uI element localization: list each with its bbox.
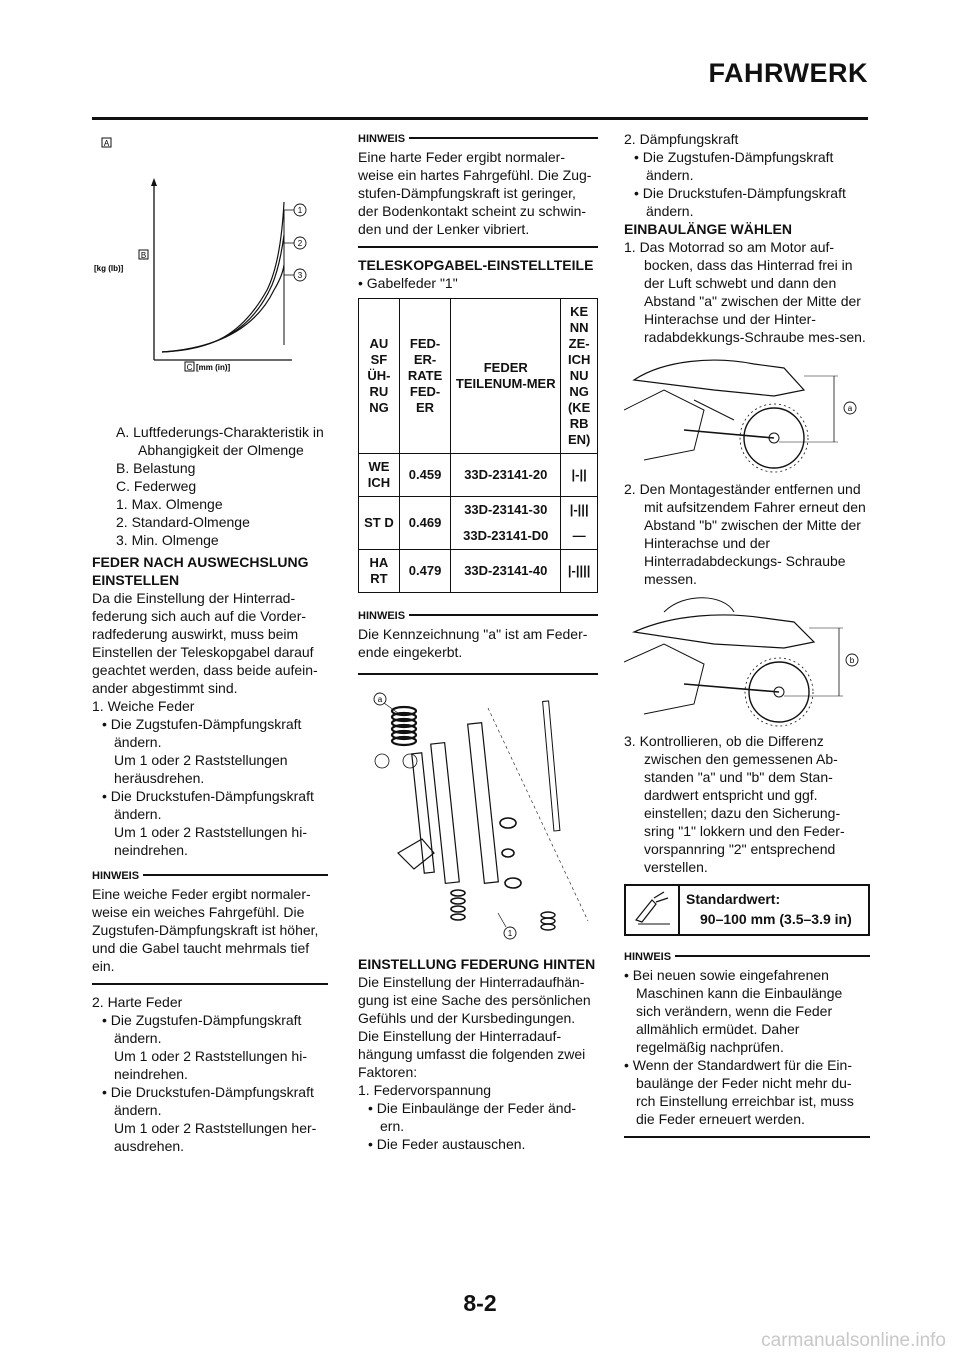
table-cell: 33D-23141-D0 bbox=[451, 523, 561, 550]
note-rule bbox=[624, 1136, 870, 1138]
graph-label-c: C bbox=[186, 363, 193, 372]
table-cell: WE ICH bbox=[359, 454, 400, 497]
bullet-item: • Die Druckstufen-Dämpfungskraft ändern. bbox=[102, 788, 314, 822]
graph-x-unit: [mm (in)] bbox=[196, 363, 231, 372]
motorcycle-figure-a bbox=[624, 350, 870, 480]
bullet-sub: Um 1 oder 2 Raststellungen heräusdrehen. bbox=[114, 752, 288, 786]
table-cell: |-|||| bbox=[561, 550, 598, 593]
graph-label-b: B bbox=[140, 251, 147, 260]
motorcycle-b-svg bbox=[624, 592, 864, 732]
table-row bbox=[359, 497, 598, 524]
fork-exploded-svg bbox=[358, 683, 598, 945]
bullet-sub: Um 1 oder 2 Raststellungen hi-neindrehen. bbox=[114, 1048, 307, 1082]
bullet-item: • Die Druckstufen-Dämpfungskraft ändern. bbox=[634, 185, 846, 219]
graph-label-a: A bbox=[103, 139, 110, 148]
bullet-item: • Die Feder austauschen. bbox=[368, 1136, 526, 1152]
table-cell: — bbox=[561, 523, 598, 550]
intro-paragraph: Da die Einstellung der Hinterrad-federung sich auch auf die Vorder-radfederung auswirkt, muss beim Einstellen der Teleskopgabel darauf geachtet werden, dass beide aufein-ander abgestimmt sind. bbox=[92, 590, 318, 696]
bullet-sub: Um 1 oder 2 Raststellungen her-ausdrehen. bbox=[114, 1120, 317, 1154]
note-label: HINWEIS bbox=[624, 948, 870, 966]
bullet-item: • Die Zugstufen-Dämpfungskraft ändern. bbox=[102, 1012, 302, 1046]
table-row bbox=[359, 550, 598, 593]
bullet-item: • Wenn der Standardwert für die Ein-baulänge der Feder nicht mehr du-rch Einstellung erreichbar ist, muss die Feder erneuert werden. bbox=[624, 1057, 854, 1127]
curve-label-3: 3 bbox=[297, 271, 303, 280]
table-header: AU SF ÜH-RU NG bbox=[359, 299, 400, 454]
fig-label-1: 1 bbox=[507, 929, 513, 938]
bullet-item: • Die Einbaulänge der Feder änd-ern. bbox=[368, 1100, 577, 1134]
legend-item: 1. Max. Olmenge bbox=[116, 496, 223, 512]
note-box bbox=[358, 130, 598, 248]
page-title: FAHRWERK bbox=[708, 58, 868, 88]
table-header-row bbox=[359, 299, 598, 454]
section-heading: TELESKOPGABEL-EINSTELLTEILE bbox=[358, 257, 594, 273]
note-box bbox=[624, 948, 870, 1138]
air-spring-graph-svg bbox=[92, 130, 328, 375]
legend-item: 2. Standard-Olmenge bbox=[116, 514, 250, 530]
table-cell: |-||| bbox=[561, 497, 598, 524]
note-label: HINWEIS bbox=[92, 867, 328, 885]
note-rule bbox=[358, 246, 598, 248]
intro-paragraph: Die Einstellung der Hinterradaufhän-gung ist eine Sache des persönlichen Gefühls und der Kursbedingungen. Die Einstellung der Hinterradauf-hängung umfasst die folgenden zwei Faktoren: bbox=[358, 974, 591, 1080]
standard-value-text bbox=[680, 886, 858, 934]
table-cell: ST D bbox=[359, 497, 400, 550]
table-cell: |-|| bbox=[561, 454, 598, 497]
section-heading: FEDER NACH AUSWECHSLUNG EINSTELLEN bbox=[92, 554, 309, 588]
note-rule bbox=[358, 673, 598, 675]
standard-value-box bbox=[624, 884, 870, 936]
legend-item: A. Luftfederungs-Charakteristik in Abhangigkeit der Olmenge bbox=[116, 424, 324, 458]
air-spring-graph bbox=[92, 130, 328, 375]
watermark: carmanualsonline.info bbox=[761, 1330, 946, 1351]
note-box bbox=[92, 867, 328, 985]
note-text: Eine weiche Feder ergibt normaler-weise ein weiches Fahrgefühl. Die Zugstufen-Dämpfungskraft ist höher, und die Gabel taucht mehrmals tief ein. bbox=[92, 886, 319, 974]
list-item: 2. Dämpfungskraft bbox=[624, 131, 739, 147]
table-row bbox=[359, 454, 598, 497]
motorcycle-a-svg bbox=[624, 350, 864, 480]
fig-label-a: a bbox=[377, 695, 383, 704]
note-text: Die Kennzeichnung "a" ist am Feder-ende eingekerbt. bbox=[358, 626, 588, 660]
fork-exploded-figure bbox=[358, 683, 598, 945]
page-number: 8-2 bbox=[463, 1290, 497, 1316]
curve-label-2: 2 bbox=[297, 239, 303, 248]
legend-item: 3. Min. Olmenge bbox=[116, 532, 219, 548]
graph-y-unit: [kg (lb)] bbox=[94, 264, 124, 273]
step-item: 3. Kontrollieren, ob die Differenz zwischen den gemessenen Ab-standen "a" und "b" dem Stan-dardwert entspricht und ggf. einstellen; dazu den Sicherung-sring "1" lokkern und den Feder-vorspannring "2" entsprechend verstellen. bbox=[624, 733, 845, 875]
list-item: 1. Weiche Feder bbox=[92, 698, 195, 714]
table-header: KE NN ZE-ICH NU NG (KE RB EN) bbox=[561, 299, 598, 454]
table-cell: 33D-23141-20 bbox=[451, 454, 561, 497]
step-item: 1. Das Motorrad so am Motor auf-bocken, dass das Hinterrad frei in der Luft schwebt und dann den Abstand "a" zwischen der Mitte der Hinterachse und der Hinter-radabdekkungs-Schraube mes-sen. bbox=[624, 239, 866, 345]
bullet-item: • Gabelfeder "1" bbox=[358, 275, 458, 291]
table-cell: 0.469 bbox=[399, 497, 450, 550]
caliper-icon bbox=[626, 886, 680, 934]
table-cell: 0.479 bbox=[399, 550, 450, 593]
bullet-sub: Um 1 oder 2 Raststellungen hi-neindrehen. bbox=[114, 824, 307, 858]
column-middle bbox=[358, 130, 598, 1153]
bullet-item: • Die Zugstufen-Dämpfungskraft ändern. bbox=[634, 149, 834, 183]
table-header: FEDER TEILENUM-MER bbox=[451, 299, 561, 454]
standard-label: Standardwert: bbox=[686, 891, 781, 907]
header-rule bbox=[92, 117, 868, 120]
note-label: HINWEIS bbox=[358, 607, 598, 625]
spring-table bbox=[358, 298, 598, 593]
graph-legend bbox=[92, 423, 328, 549]
note-label: HINWEIS bbox=[358, 130, 598, 148]
list-item: 2. Harte Feder bbox=[92, 994, 183, 1010]
bullet-item: • Bei neuen sowie eingefahrenen Maschinen kann die Einbaulänge sich verändern, wenn die Feder allmählich ermüdet. Daher regelmäßig nachprüfen. bbox=[624, 967, 843, 1055]
column-right bbox=[624, 130, 870, 1146]
fig-label-b: b bbox=[849, 656, 855, 665]
table-cell: HA RT bbox=[359, 550, 400, 593]
table-cell: 33D-23141-40 bbox=[451, 550, 561, 593]
step-item: 2. Den Montageständer entfernen und mit aufsitzendem Fahrer erneut den Abstand "b" zwischen der Mitte der Hinterachse und der Hinterradabdeckungs- Schraube messen. bbox=[624, 481, 866, 587]
note-rule bbox=[92, 983, 328, 985]
section-heading: EINBAULÄNGE WÄHLEN bbox=[624, 221, 792, 237]
bullet-item: • Die Zugstufen-Dämpfungskraft ändern. bbox=[102, 716, 302, 750]
note-text: Eine harte Feder ergibt normaler-weise ein hartes Fahrgefühl. Die Zug-stufen-Dämpfungskraft ist geringer, der Bodenkontakt scheint zu schwin-den und der Lenker vibriert. bbox=[358, 149, 592, 237]
table-cell: 0.459 bbox=[399, 454, 450, 497]
legend-item: C. Federweg bbox=[116, 478, 197, 494]
curve-label-1: 1 bbox=[297, 206, 303, 215]
legend-item: B. Belastung bbox=[116, 460, 196, 476]
standard-value: 90–100 mm (3.5–3.9 in) bbox=[700, 911, 852, 927]
section-heading: EINSTELLUNG FEDERUNG HINTEN bbox=[358, 956, 596, 972]
note-box bbox=[358, 607, 598, 675]
motorcycle-figure-b bbox=[624, 592, 870, 732]
column-left bbox=[92, 130, 328, 1155]
fig-label-a: a bbox=[847, 404, 853, 413]
list-item: 1. Federvorspannung bbox=[358, 1082, 492, 1098]
table-cell: 33D-23141-30 bbox=[451, 497, 561, 524]
table-header: FED-ER-RATE FED-ER bbox=[399, 299, 450, 454]
bullet-item: • Die Druckstufen-Dämpfungskraft ändern. bbox=[102, 1084, 314, 1118]
